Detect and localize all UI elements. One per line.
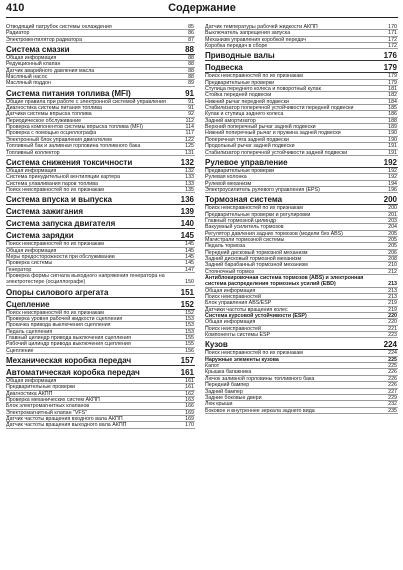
toc-entry-title: Система принудительной вентиляции картера	[6, 174, 121, 181]
toc-section-entry	[6, 356, 195, 366]
toc-entry-title: Предварительные проверки	[205, 79, 275, 86]
toc-entry-page: 155	[185, 341, 194, 348]
toc-entry-title: Диагностика АКПП	[6, 390, 53, 397]
toc-entry-page: 179	[388, 79, 397, 86]
toc-entry-title: Поиск неисправностей по их признакам	[6, 186, 104, 193]
toc-entry-title: Наружные элементы кузова	[205, 356, 279, 363]
toc-entry-page: 179	[383, 63, 397, 73]
toc-entry-page: 153	[185, 315, 194, 322]
toc-entry-title: Общие правила при работе с электронной системой управления	[6, 98, 166, 105]
toc-entry-title: Датчики частоты вращения колес	[205, 306, 288, 313]
toc-entry	[6, 273, 195, 286]
toc-entry	[6, 80, 195, 86]
toc-entry-page: 213	[388, 294, 397, 301]
toc-entry-title: Задний дисковый тормозной механизм	[205, 255, 302, 262]
toc-entry-title: Стабилизатор поперечной устойчивости передней подвески	[205, 105, 354, 112]
toc-entry-page: 205	[388, 236, 397, 243]
toc-section-entry	[6, 231, 195, 241]
toc-entry-title: Крышка багажника	[205, 369, 252, 376]
toc-entry-page: 191	[388, 143, 397, 150]
toc-entry-page: 194	[388, 180, 397, 187]
toc-right-column	[205, 24, 398, 414]
toc-entry-title: Блок электромагнитных клапанов	[6, 403, 90, 410]
toc-entry	[6, 187, 195, 193]
toc-entry-page: 122	[185, 136, 194, 143]
toc-entry-title: Общая информация	[6, 167, 57, 174]
toc-section-entry	[6, 300, 195, 310]
toc-entry-page: 125	[185, 143, 194, 150]
toc-entry-title: Компоненты системы ESP	[205, 332, 271, 339]
toc-entry-page: 145	[180, 231, 194, 241]
toc-entry-page: 132	[180, 157, 194, 167]
toc-entry-page: 172	[388, 36, 397, 43]
toc-section-entry	[205, 63, 398, 73]
toc-entry-title: Общая информация	[205, 287, 256, 294]
toc-entry-page: 225	[388, 356, 397, 363]
toc-entry-title: Главный цилиндр привода выключения сцепления	[6, 335, 132, 341]
page-number: 410	[6, 2, 25, 14]
toc-entry-title: Проверка с помощью осциллографа	[6, 130, 97, 137]
toc-section-entry	[205, 158, 398, 168]
toc-entry-page: 225	[388, 363, 397, 370]
toc-entry-page: 227	[388, 388, 397, 395]
toc-entry-page: 169	[185, 409, 194, 416]
toc-section-entry	[6, 368, 195, 378]
toc-entry-title: Общая информация	[6, 247, 57, 254]
toc-entry-page: 208	[388, 255, 397, 262]
toc-entry-title: Система снижения токсичности	[6, 157, 133, 167]
toc-entry-title: Стабилизатор поперечной устойчивости задней подвески	[205, 149, 348, 156]
toc-entry	[6, 422, 195, 428]
toc-entry-title: Выключатель запрещения запуска	[205, 30, 291, 37]
toc-entry-title: Электровентилятор радиатора	[6, 36, 83, 43]
toc-entry-page: 223	[388, 332, 397, 339]
toc-entry-title: Поиск неисправностей по их признакам	[205, 205, 303, 212]
toc-entry-page: 88	[188, 74, 194, 81]
toc-entry-page: 92	[188, 111, 194, 118]
toc-entry-title: Предварительные проверки и регулировки	[205, 211, 311, 218]
toc-entry-page: 155	[185, 335, 194, 341]
toc-entry-title: Электроусилитель рулевого управления (EPS)	[205, 186, 320, 193]
toc-entry-page: 192	[388, 174, 397, 181]
toc-entry-title: Нижний поперечный рычаг и пружина задней подвески	[205, 130, 341, 137]
toc-entry-page: 153	[185, 322, 194, 329]
toc-entry-page: 213	[388, 281, 397, 288]
toc-entry-page: 145	[185, 253, 194, 260]
toc-entry-page: 88	[188, 55, 194, 62]
toc-entry-title: Проверка системы	[6, 260, 53, 267]
toc-entry-title: Ступица переднего колеса и поворотный кулак	[205, 86, 321, 93]
toc-entry-page: 220	[388, 319, 397, 326]
toc-entry-title: Верхний поперечный рычаг задней подвески	[205, 124, 316, 131]
toc-entry-page: 161	[185, 384, 194, 391]
toc-entry-page: 185	[388, 105, 397, 112]
toc-entry-page: 224	[383, 340, 397, 350]
toc-entry-page: 131	[185, 149, 194, 156]
toc-entry-page: 181	[388, 86, 397, 93]
toc-entry-page: 188	[388, 117, 397, 124]
toc-entry-page: 191	[388, 149, 397, 156]
toc-entry-page: 200	[383, 195, 397, 205]
toc-entry-page: 133	[185, 180, 194, 187]
toc-entry-page: 85	[188, 24, 194, 30]
toc-section-entry	[205, 195, 398, 205]
page-header	[6, 2, 398, 18]
toc-entry-title: Электромагнитный клапан "VFS"	[6, 409, 88, 416]
toc-entry-title: Приводные валы	[205, 51, 275, 61]
toc-entry-page: 203	[388, 217, 397, 224]
toc-entry-title: Датчик аварийного давления масла	[6, 67, 95, 74]
toc-entry-title: Люк крыши	[205, 401, 233, 408]
toc-entry-page: 219	[388, 300, 397, 307]
toc-entry-title: Система запуска двигателя	[6, 219, 116, 229]
toc-entry-title: Общая информация	[6, 55, 57, 62]
toc-entry-page: 179	[388, 73, 397, 80]
toc-entry-title: Датчик частоты вращения выходного вала АКПП	[6, 422, 127, 429]
toc-entry-page: 226	[388, 369, 397, 376]
toc-entry-page: 139	[180, 207, 194, 217]
toc-entry-page: 86	[188, 30, 194, 37]
toc-entry-title: Задний барабанный тормозной механизм	[205, 262, 308, 269]
toc-entry-page: 206	[388, 249, 397, 256]
toc-entry-page: 89	[188, 80, 194, 87]
toc-entry-title: Задний амортизатор	[205, 117, 256, 124]
toc-entry-title: Масляный поддон	[6, 80, 51, 87]
toc-entry-page: 219	[388, 306, 397, 313]
toc-entry-page: 150	[185, 279, 194, 286]
toc-entry-page: 213	[388, 287, 397, 294]
toc-entry-title: Рабочий цилиндр привода выключения сцепления	[6, 341, 131, 348]
toc-entry-page: 170	[388, 24, 397, 30]
toc-entry-title: Предварительные проверки	[205, 167, 275, 174]
toc-entry-page: 220	[388, 313, 397, 320]
toc-entry-page: 226	[388, 382, 397, 389]
toc-entry-page: 157	[180, 356, 194, 366]
toc-entry-title: Передний бампер	[205, 382, 250, 389]
toc-entry-page: 189	[388, 124, 397, 131]
toc-entry	[205, 187, 398, 193]
toc-entry-page: 205	[388, 230, 397, 237]
toc-entry-page: 190	[388, 130, 397, 137]
toc-entry-title: Стояночный тормоз	[205, 268, 254, 275]
toc-entry-title: Автоматическая коробка передач	[6, 368, 140, 378]
toc-entry-title: Сцепление	[6, 299, 50, 309]
toc-entry-title: Топливный бак и заливная горловина топливного бака	[6, 143, 141, 150]
toc-entry-title: Предварительные проверки	[6, 384, 76, 391]
toc-entry-title: Проверка формы сигнала выходного напряжения генератора на электротестере (осциллографе)	[6, 272, 165, 286]
toc-entry-title: Проверка компонентов системы впрыска топлива (MFI)	[6, 124, 143, 131]
toc-entry-title: Механизм управления коробкой передач	[205, 36, 306, 43]
toc-section-entry	[6, 219, 195, 229]
toc-entry	[6, 348, 195, 354]
toc-entry-page: 201	[388, 211, 397, 218]
toc-entry-title: Топливный коллектор	[6, 149, 60, 156]
toc-entry-title: Поиск неисправностей	[205, 325, 261, 332]
toc-entry-title: Система впуска и выпуска	[6, 195, 112, 205]
toc-entry-page: 91	[188, 105, 194, 112]
toc-entry-page: 145	[185, 260, 194, 267]
toc-entry-title: Капот	[205, 363, 220, 370]
toc-section-entry	[6, 195, 195, 205]
toc-entry-page: 145	[185, 241, 194, 248]
toc-entry-title: Продольный рычаг задней подвески	[205, 143, 295, 150]
toc-entry-page: 156	[185, 347, 194, 354]
toc-entry-title: Масляный насос	[6, 74, 48, 81]
toc-entry-page: 182	[388, 92, 397, 99]
toc-entry-title: Передний дисковый тормозной механизм	[205, 249, 308, 256]
toc-entry-title: Рулевое управление	[205, 157, 288, 167]
toc-entry-title: Тормозная система	[205, 195, 283, 205]
toc-entry-page: 205	[388, 243, 397, 250]
toc-entry-page: 172	[388, 43, 397, 50]
toc-entry-page: 153	[185, 328, 194, 335]
toc-entry-title: Система зажигания	[6, 207, 83, 217]
toc-entry-title: Датчик температуры рабочей жидкости АКПП	[205, 24, 318, 30]
page-title: Содержание	[168, 2, 236, 14]
toc-entry	[205, 43, 398, 49]
toc-entry-title: Отводящий патрубок системы охлаждения	[6, 24, 112, 30]
toc-entry-title: Лючок заливной горловины топливного бака	[205, 375, 315, 382]
toc-entry-title: Проверка механических систем АКПП	[6, 397, 100, 404]
toc-left-column	[6, 24, 195, 429]
toc-entry-page: 117	[185, 130, 194, 137]
toc-entry	[205, 275, 398, 288]
toc-entry-title: Система улавливания паров топлива	[6, 180, 98, 187]
toc-entry-title: Стойка передней подвески	[205, 92, 272, 99]
toc-entry-title: Нижний рычаг передней подвески	[205, 98, 289, 105]
toc-entry	[6, 37, 195, 43]
toc-entry-page: 147	[185, 266, 194, 273]
toc-entry-page: 152	[180, 299, 194, 309]
toc-section-entry	[6, 45, 195, 55]
toc-entry-title: Поиск неисправностей по их признакам	[6, 241, 104, 248]
toc-entry-title: Магистрали тормозной системы	[205, 236, 285, 243]
toc-entry-title: Опоры силового агрегата	[6, 287, 109, 297]
toc-section-entry	[6, 158, 195, 168]
toc-entry-title: Рулевой механизм	[205, 180, 252, 187]
toc-entry-title: Регулятор давления задних тормозов (модели без ABS)	[205, 230, 343, 237]
toc-entry	[205, 332, 398, 338]
toc-entry-title: Педаль тормоза	[205, 243, 246, 250]
toc-entry-page: 171	[388, 30, 397, 37]
toc-entry-title: Кулак и ступица заднего колеса	[205, 111, 284, 118]
toc-entry-title: Система смазки	[6, 45, 70, 55]
toc-entry-page: 161	[185, 378, 194, 385]
toc-entry-page: 161	[180, 368, 194, 378]
toc-entry-page: 88	[185, 45, 194, 55]
toc-entry-title: Механическая коробка передач	[6, 356, 132, 366]
toc-entry-page: 232	[388, 401, 397, 408]
toc-entry-page: 162	[185, 390, 194, 397]
toc-entry-title: Диагностика системы питания топлива	[6, 105, 102, 112]
toc-entry-page: 226	[388, 375, 397, 382]
toc-entry-page: 166	[185, 403, 194, 410]
toc-entry-page: 192	[388, 167, 397, 174]
toc-entry-page: 192	[383, 157, 397, 167]
toc-entry-title: Общая информация	[6, 378, 57, 385]
toc-entry-title: Электронный блок управления двигателем	[6, 136, 112, 143]
toc-entry-title: Антиблокировочная система тормозов (ABS) и электронная система распределения тормозных усилий (EBD)	[205, 275, 364, 288]
toc-entry-page: 132	[185, 167, 194, 174]
toc-entry-page: 140	[180, 219, 194, 229]
toc-entry-title: Система питания топлива (MFI)	[6, 88, 131, 98]
toc-entry-title: Периодическое обслуживание	[6, 117, 82, 124]
toc-entry-page: 114	[185, 124, 194, 131]
toc-entry-page: 91	[188, 98, 194, 105]
toc-entry-title: Система курсовой устойчивости (ESP)	[205, 313, 307, 320]
toc-entry-page: 88	[188, 61, 194, 68]
toc-entry-page: 176	[383, 51, 397, 61]
toc-entry	[205, 150, 398, 156]
toc-entry-page: 135	[185, 186, 194, 193]
toc-entry-page: 190	[388, 136, 397, 143]
toc-section-entry	[6, 288, 195, 298]
toc-entry-page: 88	[188, 67, 194, 74]
toc-entry-page: 221	[388, 325, 397, 332]
toc-entry-title: Блок управления ABS/ESP	[205, 300, 272, 307]
toc-entry-title: Подвеска	[205, 63, 243, 73]
toc-entry-title: Коробка передач в сборе	[205, 43, 268, 50]
toc-entry-title: Прокачка привода выключения сцепления	[6, 322, 111, 329]
toc-section-entry	[205, 340, 398, 350]
toc-entry-page: 212	[388, 268, 397, 275]
toc-entry-page: 170	[185, 422, 194, 429]
toc-entry-page: 186	[388, 111, 397, 118]
toc-entry-title: Редукционный клапан	[6, 61, 61, 68]
toc-entry	[205, 408, 398, 414]
header-rule	[6, 17, 398, 18]
toc-entry-title: Рулевая колонка	[205, 174, 247, 181]
toc-entry-page: 204	[388, 224, 397, 231]
toc-entry	[6, 150, 195, 156]
toc-entry-page: 87	[188, 36, 194, 43]
toc-entry-title: Боковое и внутреннее зеркала заднего вида	[205, 407, 315, 414]
toc-entry-title: Проверка уровня рабочей жидкости сцепления	[6, 315, 123, 322]
toc-section-entry	[205, 51, 398, 61]
toc-entry-page: 133	[185, 174, 194, 181]
toc-entry-title: Поперечная тяга задней подвески	[205, 136, 289, 143]
toc-entry-title: Поиск неисправностей по их признакам	[205, 73, 303, 80]
toc-entry-page: 91	[185, 88, 194, 98]
toc-entry-page: 136	[180, 195, 194, 205]
toc-entry-title: Сцепление	[6, 347, 34, 354]
toc-entry-page: 229	[388, 394, 397, 401]
toc-entry-title: Радиатор	[6, 30, 30, 37]
toc-entry-page: 210	[388, 262, 397, 269]
toc-entry-page: 196	[388, 186, 397, 193]
toc-entry-title: Поиск неисправностей по их признакам	[6, 309, 104, 316]
toc-section-entry	[6, 89, 195, 99]
toc-entry-title: Поиск неисправностей	[205, 294, 261, 301]
toc-section-entry	[6, 207, 195, 217]
toc-entry-page: 200	[388, 205, 397, 212]
toc-entry-page: 112	[185, 117, 194, 124]
toc-entry-title: Датчики системы впрыска топлива	[6, 111, 92, 118]
toc-entry-title: Кузов	[205, 340, 228, 350]
toc-entry-page: 184	[388, 98, 397, 105]
toc-entry-page: 145	[185, 247, 194, 254]
toc-entry-title: Поиск неисправностей по их признакам	[205, 350, 303, 357]
toc-entry-page: 151	[180, 287, 194, 297]
toc-entry-page: 163	[185, 397, 194, 404]
toc-entry-title: Главный тормозной цилиндр	[205, 217, 277, 224]
toc-entry-title: Датчик частоты вращения входного вала АКПП	[6, 416, 123, 423]
toc-entry-title: Система зарядки	[6, 231, 74, 241]
toc-entry-title: Задние боковые двери	[205, 394, 262, 401]
toc-entry-title: Меры предосторожности при обслуживании	[6, 253, 115, 260]
toc-entry-title: Задний бампер	[205, 388, 243, 395]
toc-entry-page: 152	[185, 309, 194, 316]
toc-entry-title: Педаль сцепления	[6, 328, 53, 335]
toc-entry-title: Генератор	[6, 266, 32, 273]
toc-entry-title: Общая информация	[205, 319, 256, 326]
toc-entry-page: 235	[388, 407, 397, 414]
toc-entry-title: Вакуумный усилитель тормозов	[205, 224, 284, 231]
toc-entry-page: 169	[185, 416, 194, 423]
toc-entry-page: 224	[388, 350, 397, 357]
